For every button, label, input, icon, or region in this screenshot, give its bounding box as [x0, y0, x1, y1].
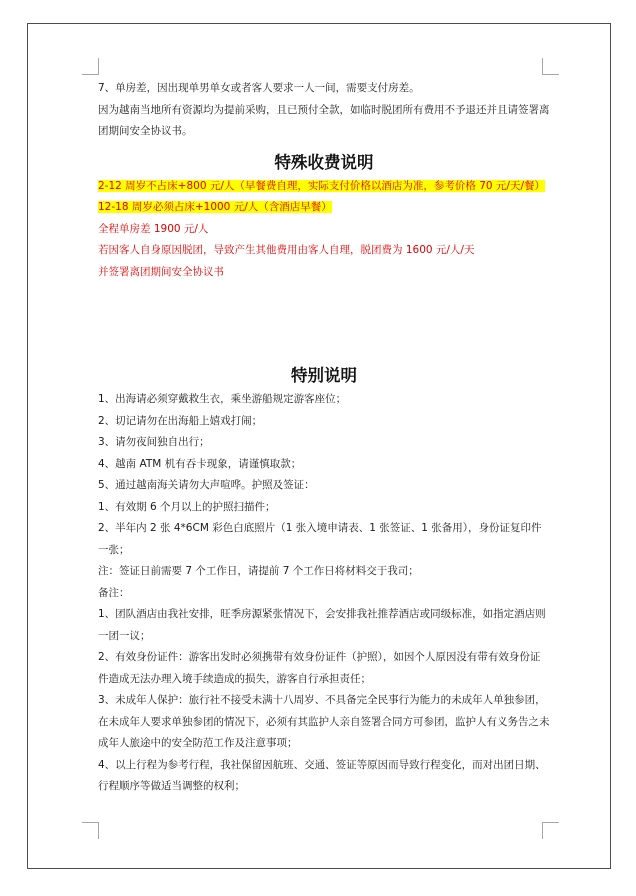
document-body: [98, 78, 550, 798]
note-item: 1、有效期 6 个月以上的护照扫描件；: [98, 500, 276, 513]
fees-title: 特殊收费说明: [274, 152, 374, 172]
notes-title: 特别说明: [291, 366, 357, 385]
note-item: 备注：: [98, 586, 130, 599]
note-item: 4、越南 ATM 机有吞卡现象，请谨慎取款；: [98, 457, 302, 470]
fee-item: 全程单房差 1900 元/人: [98, 222, 209, 235]
margin-corner-top-right: [542, 58, 559, 75]
note-item: 1、团队酒店由我社安排，旺季房源紧张情况下，会安排我社推荐酒店或同级标准，如指定酒店则一团一议；: [98, 608, 546, 642]
fee-item: 若因客人自身原因脱团，导致产生其他费用由客人自理，脱团费为 1600 元/人/天: [98, 244, 475, 256]
fee-item: 并签署离团期间安全协议书: [98, 265, 224, 278]
note-item: 5、通过越南海关请勿大声喧哗。护照及签证：: [98, 479, 315, 491]
note-item: 2、有效身份证件：游客出发时必须携带有效身份证件（护照），如因个人原因没有带有效身份证件造成无法办理入境手续造成的损失，游客自行承担责任；: [98, 651, 541, 685]
note-item: 1、出海请必须穿戴救生衣，乘坐游船规定游客座位；: [98, 393, 347, 405]
fee-item: 2-12 周岁不占床+800 元/人（早餐费自理，实际支付价格以酒店为准，参考价格 70 元/天/餐）: [98, 179, 545, 192]
note-item: 2、半年内 2 张 4*6CM 彩色白底照片（1 张入境申请表、1 张签证、1 张备用），身份证复印件一张；: [98, 522, 542, 556]
intro-line-1: 7、单房差，因出现单男单女或者客人要求一人一间，需要支付房差。: [98, 82, 420, 94]
section-spacer: [98, 283, 550, 363]
intro-line-2: 因为越南当地所有资源均为提前采购，且已预付全款，如临时脱团所有费用不予退还并且请签署离团期间安全协议书。: [98, 103, 550, 137]
margin-corner-bottom-right: [542, 822, 559, 839]
margin-corner-bottom-left: [82, 822, 99, 839]
note-item: 2、切记请勿在出海船上嬉戏打闹；: [98, 414, 263, 427]
fee-item: 12-18 周岁必须占床+1000 元/人（含酒店早餐）: [98, 201, 332, 213]
note-item: 3、未成年人保护：旅行社不接受未满十八周岁、不具备完全民事行为能力的未成年人单独参团，在未成年人要求单独参团的情况下，必须有其监护人亲自签署合同方可参团，监护人有义务告之未成年人旅途中的安全防范工作及注意事项；: [98, 694, 550, 749]
note-item: 4、以上行程为参考行程，我社保留因航班、交通、签证等原因而导致行程变化，而对出团日期、行程顺序等做适当调整的权利；: [98, 758, 546, 792]
note-item: 注：签证日前需要 7 个工作日，请提前 7 个工作日将材料交于我司；: [98, 565, 419, 577]
note-item: 3、请勿夜间独自出行；: [98, 436, 210, 448]
margin-corner-top-left: [82, 58, 99, 75]
